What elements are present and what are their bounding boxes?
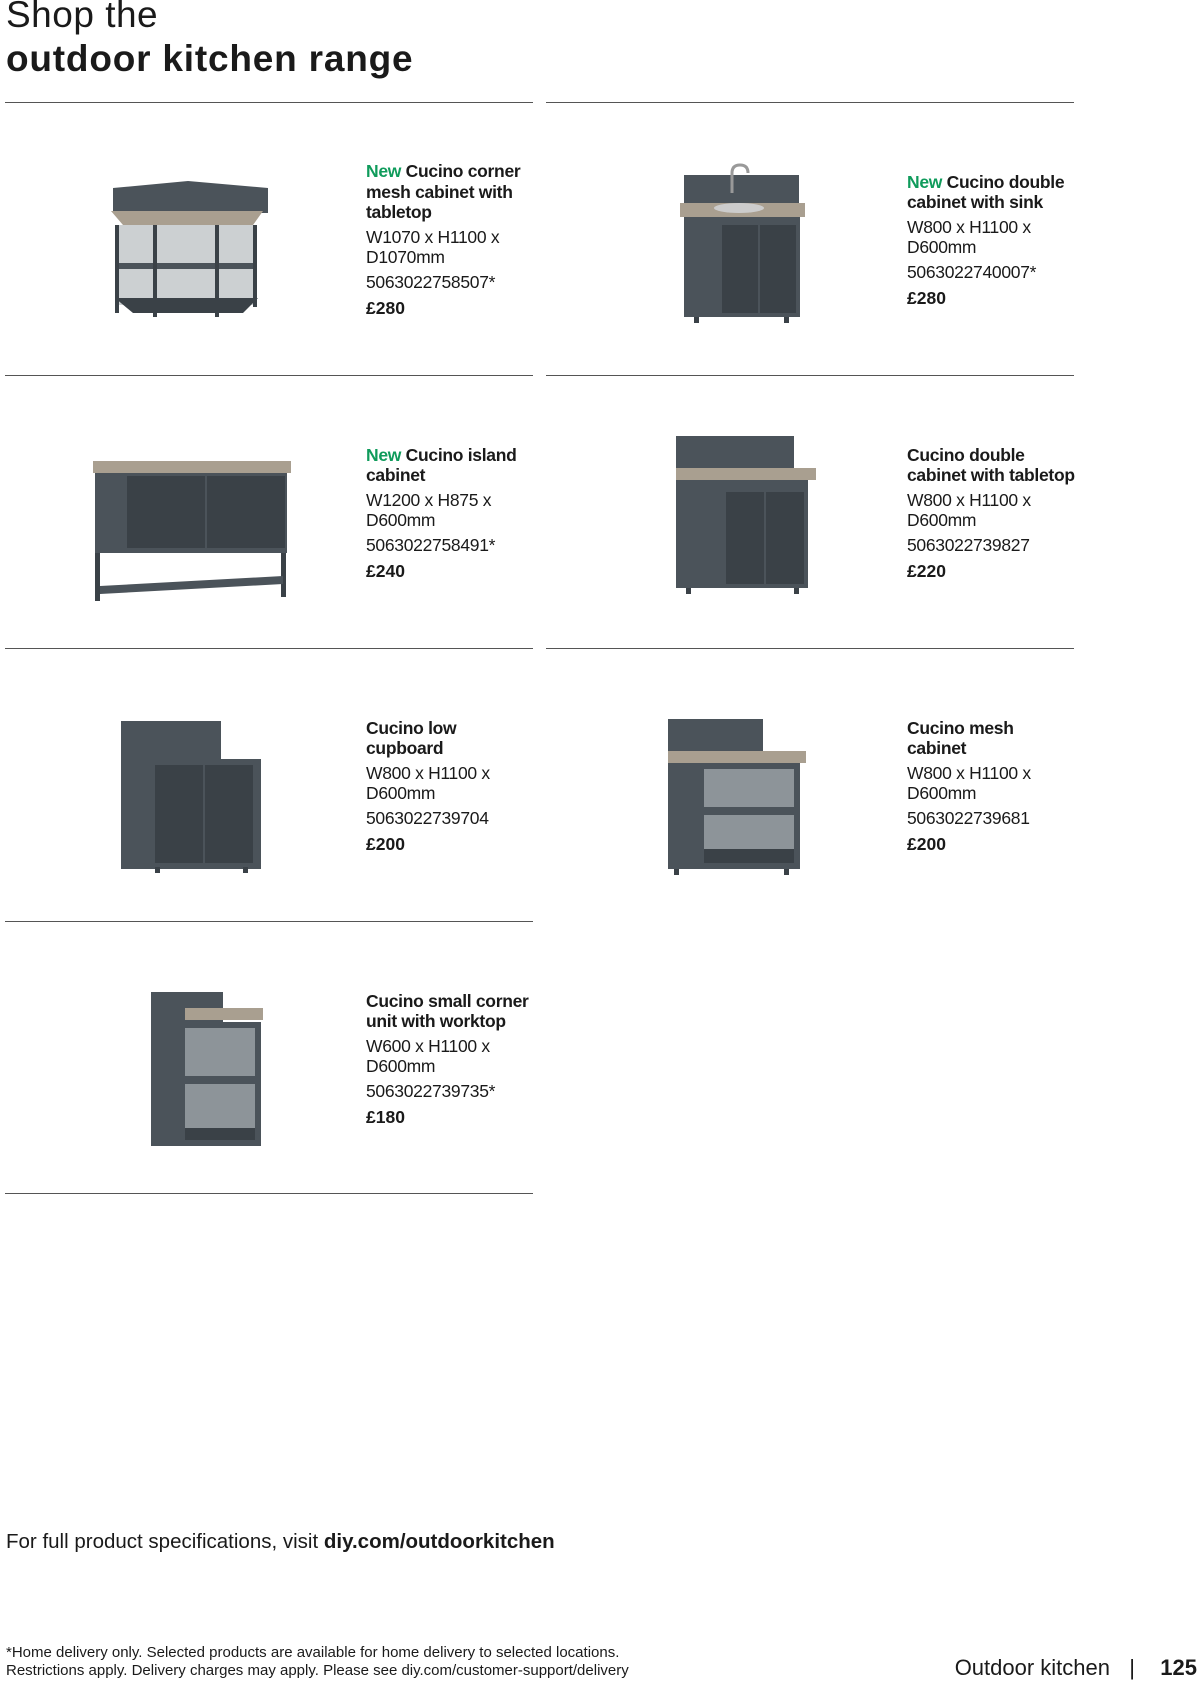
product-title: Cucino island cabinet (366, 444, 517, 485)
product-code: 5063022739704 (366, 807, 489, 828)
dimensions-line-2: D600mm (366, 782, 436, 803)
dimensions-line-1: W800 x H1100 x (907, 762, 1031, 783)
product-info (907, 103, 1077, 376)
divider (5, 1193, 533, 1194)
dimensions-line-2: D600mm (907, 782, 977, 803)
product-card[interactable] (5, 921, 533, 1195)
product-price: £180 (366, 1106, 405, 1127)
dimensions-line-2: D600mm (907, 236, 977, 257)
new-badge: New (366, 161, 402, 182)
product-title: Cucino double cabinet with tabletop (907, 444, 1075, 485)
small-corner-unit-image (93, 972, 293, 1152)
product-card[interactable] (546, 648, 1074, 922)
corner-mesh-cabinet-image (93, 153, 293, 333)
product-dimensions (907, 217, 1077, 257)
double-cabinet-image (634, 426, 834, 606)
dimensions-line-2: D1070mm (366, 246, 445, 267)
mesh-cabinet-image (634, 699, 834, 879)
sink-cabinet-image (634, 153, 834, 333)
heading-line-2: outdoor kitchen range (6, 38, 414, 79)
product-info (907, 649, 1077, 922)
product-title: Cucino small corner unit with worktop (366, 990, 529, 1031)
product-price: £220 (907, 560, 946, 581)
product-price: £240 (366, 560, 405, 581)
dimensions-line-1: W800 x H1100 x (907, 216, 1031, 237)
product-title: Cucino low cupboard (366, 717, 457, 758)
product-info (907, 376, 1077, 649)
product-info (366, 376, 536, 649)
product-price: £200 (907, 833, 946, 854)
product-name (366, 718, 536, 759)
page-number: 125 (1160, 1655, 1197, 1680)
product-code: 5063022758491* (366, 534, 496, 555)
heading-line-1: Shop the (6, 0, 159, 35)
product-info (366, 922, 536, 1195)
product-card[interactable] (5, 375, 533, 649)
product-name (366, 161, 536, 223)
product-code: 5063022739735* (366, 1080, 496, 1101)
dimensions-line-2: D600mm (366, 1055, 436, 1076)
product-card[interactable] (5, 648, 533, 922)
product-dimensions (366, 1036, 536, 1076)
dimensions-line-1: W800 x H1100 x (366, 762, 490, 783)
product-price: £200 (366, 833, 405, 854)
separator: | (1129, 1655, 1135, 1680)
product-name (907, 718, 1077, 759)
dimensions-line-1: W600 x H1100 x (366, 1035, 490, 1056)
new-badge: New (366, 444, 402, 465)
disclaimer-line-1: *Home delivery only. Selected products are available for home delivery to selected locations. (6, 1644, 620, 1661)
dimensions-line-2: D600mm (366, 509, 436, 530)
product-title: Cucino mesh cabinet (907, 717, 1014, 758)
spec-text: For full product specifications, visit (6, 1530, 324, 1553)
product-info (366, 649, 536, 922)
dimensions-line-1: W1070 x H1100 x (366, 226, 500, 247)
product-dimensions (907, 763, 1077, 803)
dimensions-line-1: W800 x H1100 x (907, 489, 1031, 510)
product-code: 5063022739827 (907, 534, 1030, 555)
disclaimer (6, 1644, 629, 1680)
product-dimensions (907, 490, 1077, 530)
product-name (907, 172, 1077, 213)
product-card[interactable] (546, 102, 1074, 376)
product-code: 5063022740007* (907, 261, 1037, 282)
product-title: Cucino corner mesh cabinet with tabletop (366, 161, 521, 223)
new-badge: New (907, 171, 943, 192)
low-cupboard-image (93, 699, 293, 879)
section-label: Outdoor kitchen (954, 1655, 1110, 1680)
product-price: £280 (366, 297, 405, 318)
dimensions-line-2: D600mm (907, 509, 977, 530)
product-dimensions (366, 227, 536, 267)
product-title: Cucino double cabinet with sink (907, 171, 1065, 212)
product-info (366, 103, 536, 376)
product-card[interactable] (5, 102, 533, 376)
product-dimensions (366, 490, 536, 530)
product-name (366, 445, 536, 486)
product-code: 5063022739681 (907, 807, 1030, 828)
island-cabinet-image (93, 426, 293, 606)
product-name (366, 991, 536, 1032)
dimensions-line-1: W1200 x H875 x (366, 489, 492, 510)
spec-note (6, 1530, 555, 1554)
product-code: 5063022758507* (366, 271, 496, 292)
product-name (907, 445, 1077, 486)
product-dimensions (366, 763, 536, 803)
product-price: £280 (907, 287, 946, 308)
disclaimer-line-2: Restrictions apply. Delivery charges may apply. Please see diy.com/customer-support/delivery (6, 1662, 629, 1679)
spec-link[interactable]: diy.com/outdoorkitchen (323, 1530, 555, 1553)
product-card[interactable] (546, 375, 1074, 649)
